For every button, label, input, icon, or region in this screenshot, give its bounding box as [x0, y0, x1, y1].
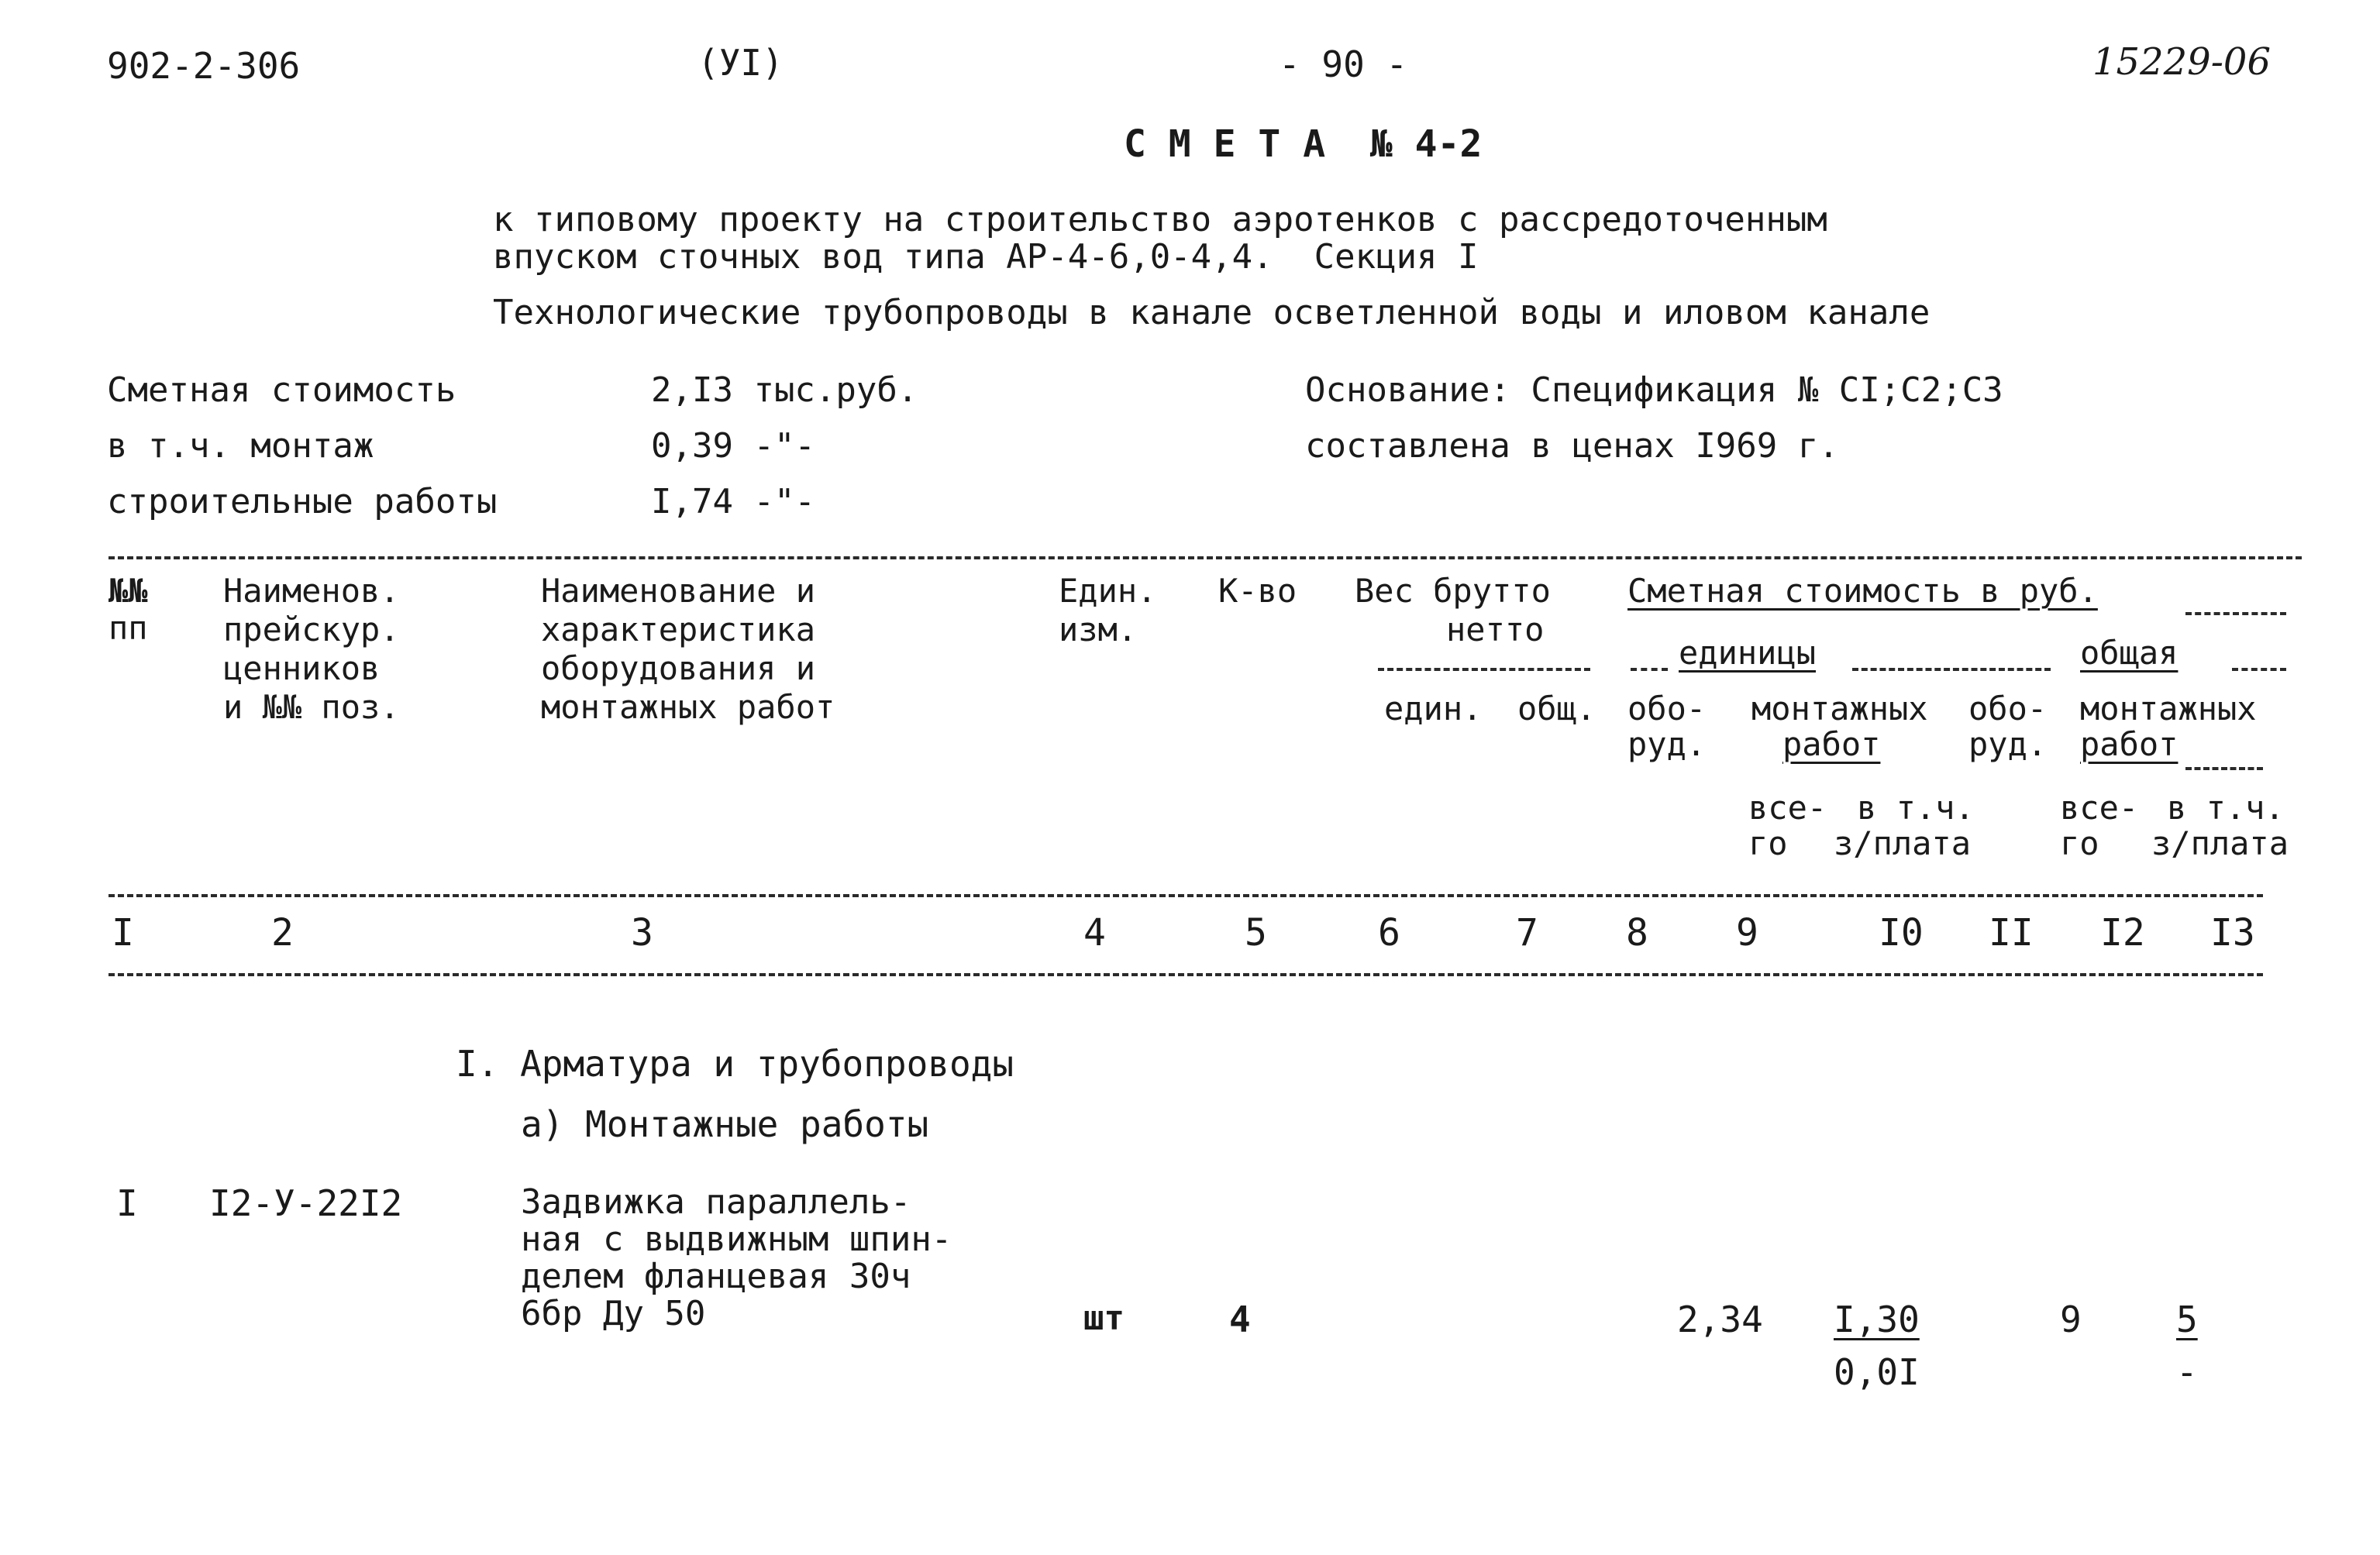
rule-install-tail [2185, 767, 2263, 770]
row-name-line-2: ная с выдвижным шпин- [521, 1220, 952, 1259]
col-number-12: I2 [2100, 911, 2145, 955]
cost-head: Сметная стоимость в руб. [1627, 572, 2098, 610]
col1-head-2: пп [108, 609, 148, 647]
volume-number: (УI) [697, 42, 784, 84]
total-head: общая [2080, 634, 2179, 672]
row-install-total-wage: - [2176, 1351, 2198, 1393]
rule-numbers-bottom [108, 973, 2263, 976]
equip-unit-head-1: обо- [1627, 690, 1707, 728]
incl-head-2: з/плата [1834, 824, 1972, 862]
col5-head: К-во [1218, 572, 1297, 610]
weight-net-head: нетто [1446, 611, 1545, 648]
equip-unit-head-2: руд. [1627, 725, 1707, 763]
col-number-13: I3 [2210, 911, 2255, 955]
col3-head-1: Наименование и [541, 572, 816, 610]
section-subtitle: а) Монтажные работы [521, 1103, 929, 1145]
col2-head-2: прейскур. [223, 611, 400, 648]
rule-numbers-top [108, 894, 2263, 897]
col-number-5: 5 [1245, 911, 1267, 955]
rule-weight [1378, 668, 1590, 671]
subtitle-line-2: впуском сточных вод типа АР-4-6,0-4,4. Секция I [493, 237, 1479, 277]
col1-head-1: №№ [108, 572, 148, 610]
all-head-1: все- [1748, 789, 1827, 827]
prices-text: составлена в ценах I969 г. [1305, 426, 1839, 466]
row-name-line-3: делем фланцевая 30ч [521, 1257, 911, 1296]
all-total-head-1: все- [2060, 789, 2139, 827]
document-title: С М Е Т А № 4-2 [1124, 122, 1483, 166]
rule-unit-right [1852, 668, 2051, 671]
equip-total-head-1: обо- [1968, 690, 2048, 728]
construction-label: строительные работы [107, 482, 498, 521]
incl-total-head-1: в т.ч. [2167, 789, 2285, 827]
all-total-head-2: го [2060, 824, 2099, 862]
weight-total-head: общ. [1517, 690, 1596, 728]
row-price-code: I2-У-22I2 [209, 1182, 403, 1224]
col-number-9: 9 [1736, 911, 1758, 955]
install-label: в т.ч. монтаж [107, 426, 374, 466]
incl-head-1: в т.ч. [1857, 789, 1975, 827]
col3-head-3: оборудования и [541, 649, 816, 687]
row-equip-unit-cost: 2,34 [1677, 1299, 1763, 1340]
all-head-2: го [1748, 824, 1788, 862]
install-total-head-2: работ [2080, 725, 2179, 763]
row-name-line-1: Задвижка параллель- [521, 1182, 911, 1222]
equip-total-head-2: руд. [1968, 725, 2048, 763]
section-title: I. Арматура и трубопроводы [456, 1043, 1014, 1085]
rule-total-right [2232, 668, 2286, 671]
row-install-unit-wage: 0,0I [1834, 1351, 1920, 1393]
incl-total-head-2: з/плата [2151, 824, 2289, 862]
cost-label: Сметная стоимость [107, 370, 456, 410]
page-number: - 90 - [1279, 43, 1408, 85]
basis-text: Основание: Спецификация № СI;С2;С3 [1305, 370, 2003, 410]
install-unit-head-1: монтажных [1751, 690, 1928, 728]
col4-head-1: Един. [1059, 572, 1157, 610]
col3-head-4: монтажных работ [541, 688, 835, 726]
install-unit-head-2: работ [1782, 725, 1881, 763]
col-number-7: 7 [1516, 911, 1538, 955]
col-number-2: 2 [271, 911, 294, 955]
col2-head-3: ценников [223, 649, 381, 687]
col-number-3: 3 [631, 911, 653, 955]
install-value: 0,39 -"- [651, 426, 815, 466]
doc-code: 902-2-306 [107, 45, 301, 87]
col-number-4: 4 [1083, 911, 1106, 955]
construction-value: I,74 -"- [651, 482, 815, 521]
weight-unit-head: един. [1384, 690, 1483, 728]
row-quantity: 4 [1229, 1299, 1251, 1340]
col4-head-2: изм. [1059, 611, 1138, 648]
col2-head-1: Наименов. [223, 572, 400, 610]
per-unit-head: единицы [1679, 634, 1817, 672]
col-number-6: 6 [1378, 911, 1400, 955]
row-install-total: 5 [2176, 1299, 2198, 1340]
row-name-line-4: 6бр Ду 50 [521, 1294, 706, 1333]
row-unit: шт [1083, 1299, 1125, 1338]
subtitle-line-1: к типовому проекту на строительство аэротенков с рассредоточенным [493, 200, 1827, 239]
rule-cost-tail [2185, 612, 2286, 615]
col2-head-4: и №№ поз. [223, 688, 400, 726]
subtitle-line-3: Технологические трубопроводы в канале осветленной воды и иловом канале [493, 293, 1931, 332]
install-total-head-1: монтажных [2080, 690, 2257, 728]
col-number-8: 8 [1626, 911, 1648, 955]
col3-head-2: характеристика [541, 611, 816, 648]
cost-value: 2,I3 тыс.руб. [651, 370, 918, 410]
col-number-1: I [112, 911, 134, 955]
col-number-10: I0 [1879, 911, 1924, 955]
rule-top [108, 556, 2302, 559]
weight-head: Вес брутто [1355, 572, 1551, 610]
row-number: I [116, 1182, 138, 1224]
row-equip-total: 9 [2060, 1299, 2082, 1340]
inventory-number: 15229-06 [2092, 40, 2271, 84]
row-install-unit-total: I,30 [1834, 1299, 1920, 1340]
rule-unit-left [1631, 668, 1668, 671]
col-number-11: II [1989, 911, 2034, 955]
